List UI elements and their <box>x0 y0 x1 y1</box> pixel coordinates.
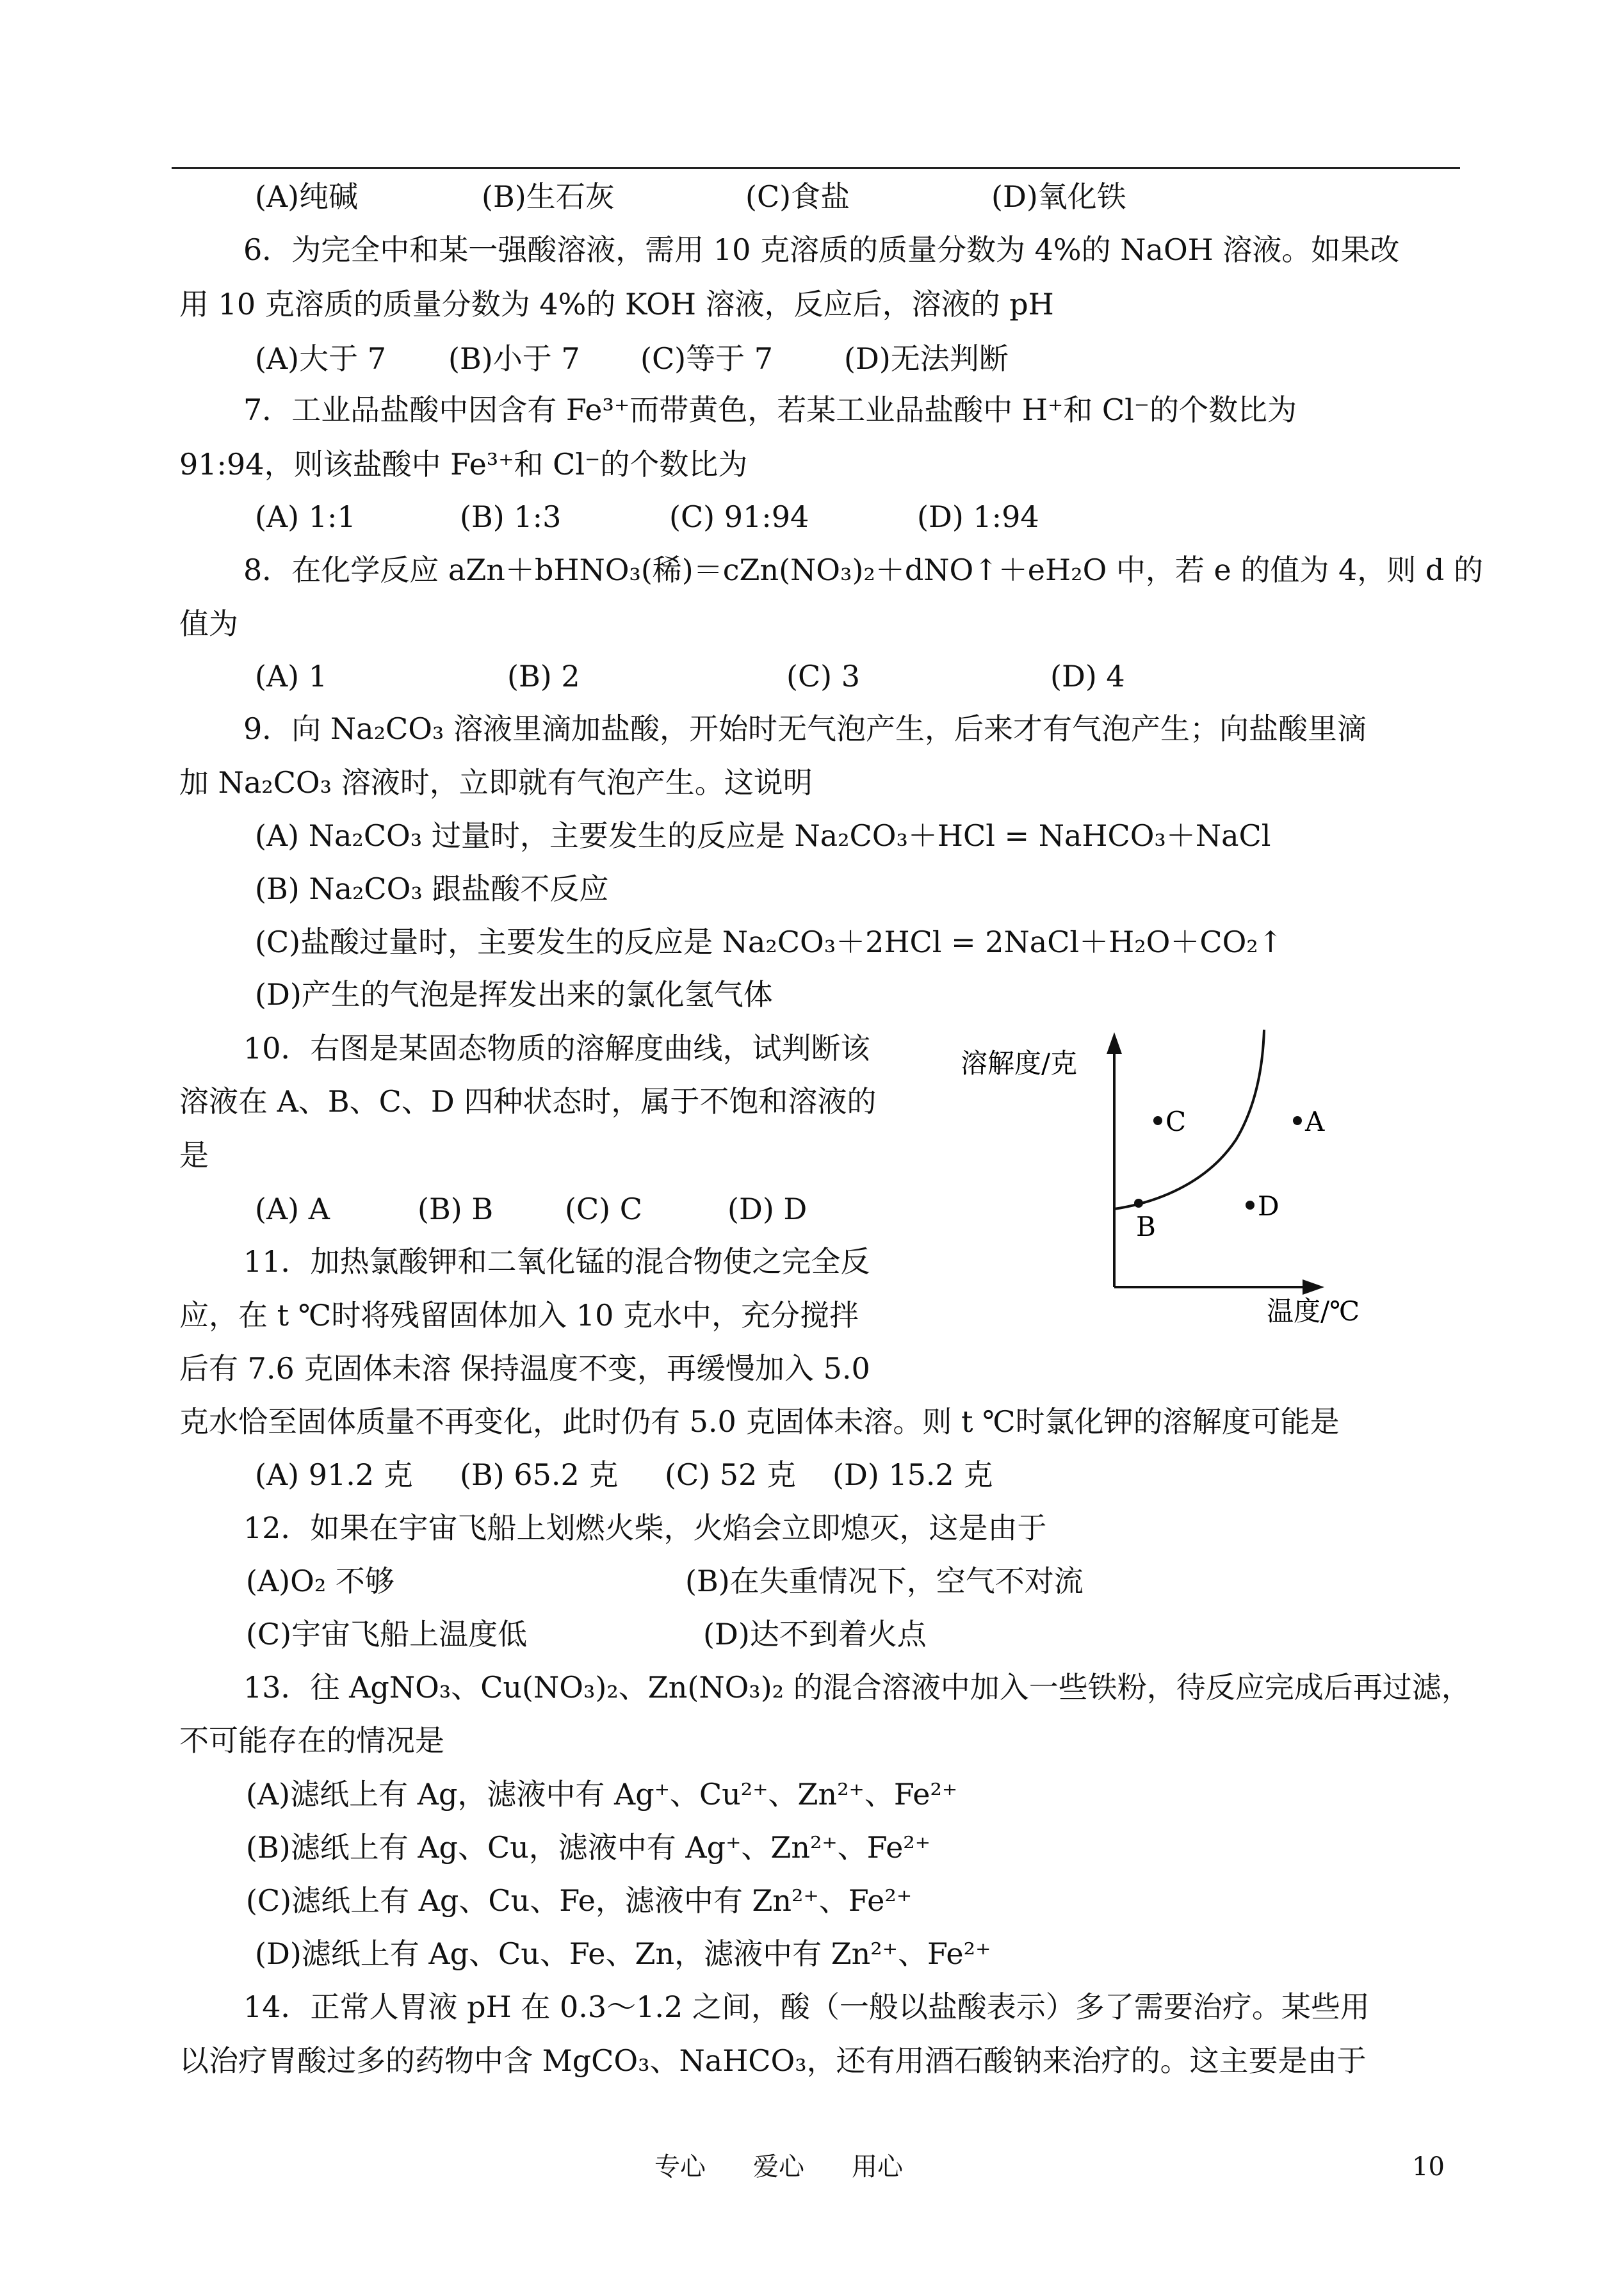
q6-line-2: 用 10 克溶质的质量分数为 4%的 KOH 溶液，反应后，溶液的 pH <box>179 287 1054 321</box>
q7-option-c: (C) 91:94 <box>669 499 809 534</box>
q7-option-a: (A) 1:1 <box>255 499 356 534</box>
q12-option-b: (B)在失重情况下，空气不对流 <box>685 1564 1084 1598</box>
q9-line-2: 加 Na₂CO₃ 溶液时，立即就有气泡产生。这说明 <box>179 765 813 800</box>
q12-option-d: (D)达不到着火点 <box>703 1617 927 1651</box>
q5-option-c: (C)食盐 <box>745 179 850 214</box>
q7-line-1: 7．工业品盐酸中因含有 Fe³⁺而带黄色，若某工业品盐酸中 H⁺和 Cl⁻的个数比为 <box>243 393 1297 427</box>
q14-line-2: 以治疗胃酸过多的药物中含 MgCO₃、NaHCO₃，还有用酒石酸钠来治疗的。这主要是由于 <box>179 2043 1367 2078</box>
footer-item-2: 爱心 <box>753 2152 804 2182</box>
q11-option-c: (C) 52 克 <box>665 1457 796 1492</box>
point-b-label: B <box>1136 1211 1156 1242</box>
point-d-label: D <box>1258 1190 1279 1222</box>
q12-option-a: (A)O₂ 不够 <box>246 1564 394 1598</box>
q7-option-d: (D) 1:94 <box>917 499 1039 534</box>
q6-option-d: (D)无法判断 <box>844 341 1009 376</box>
q9-option-d: (D)产生的气泡是挥发出来的氯化氢气体 <box>255 977 773 1012</box>
header-rule <box>172 167 1460 169</box>
q13-option-a: (A)滤纸上有 Ag，滤液中有 Ag⁺、Cu²⁺、Zn²⁺、Fe²⁺ <box>246 1777 958 1812</box>
q11-line-3: 后有 7.6 克固体未溶 保持温度不变，再缓慢加入 5.0 <box>179 1351 870 1386</box>
q5-option-d: (D)氧化铁 <box>991 179 1126 214</box>
y-axis-arrow-icon <box>1107 1032 1122 1054</box>
q11-option-a: (A) 91.2 克 <box>255 1457 413 1492</box>
q8-option-b: (B) 2 <box>507 659 580 693</box>
q10-line-1: 10．右图是某固态物质的溶解度曲线，试判断该 <box>243 1031 870 1066</box>
point-c-label: C <box>1165 1106 1187 1137</box>
q11-line-2: 应，在 t ℃时将残留固体加入 10 克水中，充分搅拌 <box>179 1298 859 1333</box>
q10-line-2: 溶液在 A、B、C、D 四种状态时，属于不饱和溶液的 <box>179 1084 877 1119</box>
q5-option-b: (B)生石灰 <box>482 179 615 214</box>
x-axis-arrow-icon <box>1303 1279 1324 1295</box>
point-c-marker <box>1153 1116 1162 1125</box>
q6-line-1: 6．为完全中和某一强酸溶液，需用 10 克溶质的质量分数为 4%的 NaOH 溶液。如果改 <box>243 232 1400 267</box>
y-axis-label: 溶解度/克 <box>961 1048 1078 1079</box>
q13-option-b: (B)滤纸上有 Ag、Cu，滤液中有 Ag⁺、Zn²⁺、Fe²⁺ <box>246 1830 931 1865</box>
point-d-marker <box>1246 1201 1255 1210</box>
q9-line-1: 9．向 Na₂CO₃ 溶液里滴加盐酸，开始时无气泡产生，后来才有气泡产生；向盐酸里滴 <box>243 711 1367 746</box>
q8-line-2: 值为 <box>179 606 238 641</box>
q8-option-c: (C) 3 <box>786 659 860 693</box>
x-axis-label: 温度/℃ <box>1267 1295 1360 1327</box>
q13-line-2: 不可能存在的情况是 <box>179 1723 444 1758</box>
q6-option-b: (B)小于 7 <box>448 341 580 376</box>
q7-option-b: (B) 1:3 <box>460 499 562 534</box>
q10-line-3: 是 <box>179 1138 209 1172</box>
q11-line-4: 克水恰至固体质量不再变化，此时仍有 5.0 克固体未溶。则 t ℃时氯化钾的溶解度可能是 <box>179 1404 1340 1439</box>
q14-line-1: 14．正常人胃液 pH 在 0.3～1.2 之间，酸（一般以盐酸表示）多了需要治疗。某些用 <box>243 1990 1370 2024</box>
q6-option-c: (C)等于 7 <box>640 341 773 376</box>
q13-option-d: (D)滤纸上有 Ag、Cu、Fe、Zn，滤液中有 Zn²⁺、Fe²⁺ <box>255 1936 991 1971</box>
q13-option-c: (C)滤纸上有 Ag、Cu、Fe，滤液中有 Zn²⁺、Fe²⁺ <box>246 1883 913 1918</box>
q5-option-a: (A)纯碱 <box>255 179 359 214</box>
page-number: 10 <box>1412 2152 1445 2182</box>
q8-option-d: (D) 4 <box>1050 659 1125 693</box>
q9-option-c: (C)盐酸过量时，主要发生的反应是 Na₂CO₃＋2HCl = 2NaCl＋H₂O＋CO₂↑ <box>255 925 1283 959</box>
q11-option-b: (B) 65.2 克 <box>460 1457 619 1492</box>
q7-line-2: 91:94，则该盐酸中 Fe³⁺和 Cl⁻的个数比为 <box>179 447 748 482</box>
q12-option-c: (C)宇宙飞船上温度低 <box>246 1617 528 1651</box>
q9-option-b: (B) Na₂CO₃ 跟盐酸不反应 <box>255 872 609 906</box>
point-b-marker <box>1134 1199 1143 1208</box>
q6-option-a: (A)大于 7 <box>255 341 387 376</box>
footer-item-3: 用心 <box>852 2152 903 2182</box>
q10-option-d: (D) D <box>727 1192 808 1226</box>
footer-item-1: 专心 <box>654 2152 706 2182</box>
q12-line-1: 12．如果在宇宙飞船上划燃火柴，火焰会立即熄灭，这是由于 <box>243 1511 1047 1545</box>
q8-option-a: (A) 1 <box>255 659 328 693</box>
q10-option-b: (B) B <box>418 1192 494 1226</box>
point-a-marker <box>1293 1116 1302 1125</box>
q11-option-d: (D) 15.2 克 <box>832 1457 993 1492</box>
q8-line-1: 8．在化学反应 aZn＋bHNO₃(稀)＝cZn(NO₃)₂＋dNO↑＋eH₂O 中，若 e 的值为 4，则 d 的 <box>243 553 1483 587</box>
solubility-curve <box>1114 1030 1264 1209</box>
q10-option-a: (A) A <box>255 1192 330 1226</box>
q10-option-c: (C) C <box>565 1192 642 1226</box>
q11-line-1: 11．加热氯酸钾和二氧化锰的混合物使之完全反 <box>243 1244 870 1279</box>
solubility-curve-figure <box>954 1025 1402 1358</box>
q9-option-a: (A) Na₂CO₃ 过量时，主要发生的反应是 Na₂CO₃＋HCl = NaHCO₃＋NaCl <box>255 818 1271 853</box>
point-a-label: A <box>1305 1106 1325 1137</box>
q13-line-1: 13．往 AgNO₃、Cu(NO₃)₂、Zn(NO₃)₂ 的混合溶液中加入一些铁粉，待反应完成后再过滤， <box>243 1670 1471 1705</box>
